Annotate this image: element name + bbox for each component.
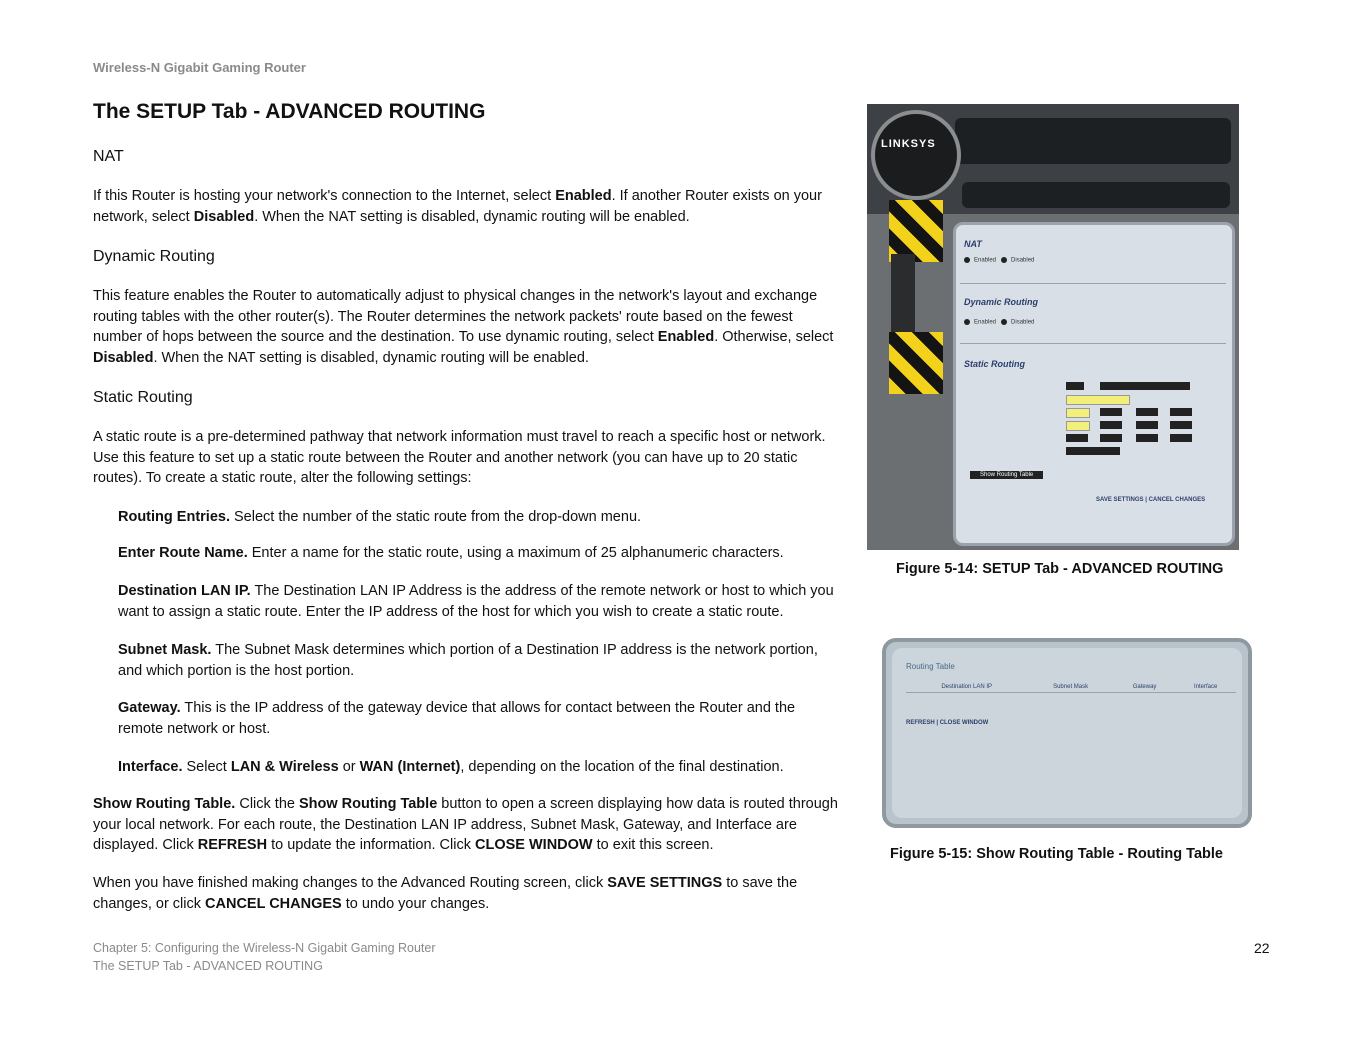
routing-table-screenshot xyxy=(882,638,1252,828)
fig-nat-title: NAT xyxy=(964,239,982,249)
static-routing-paragraph: A static route is a pre-determined pathway that network information must travel to reach a specific host or network. Use this feature to set up a static route between the Router and another network (you can have up to 20 static routes). To create a static route, alter the following settings: xyxy=(93,429,826,486)
dest-ip-field xyxy=(1170,408,1192,416)
routing-entries-select xyxy=(1066,382,1084,390)
route-name-item: Enter Route Name. Enter a name for the static route, using a maximum of 25 alphanumeric characters. xyxy=(118,545,784,561)
gateway-item: Gateway. This is the IP address of the gateway device that allows for contact between the Router and the remote network or host. xyxy=(118,700,796,737)
sub-tab-bar xyxy=(962,182,1230,208)
col-gateway: Gateway xyxy=(1114,682,1175,693)
radio-icon xyxy=(1001,319,1007,325)
divider xyxy=(960,283,1226,284)
page-title: The SETUP Tab - ADVANCED ROUTING xyxy=(93,100,486,123)
interface-select xyxy=(1066,447,1120,455)
fig-show-routing-button: Show Routing Table xyxy=(970,471,1043,479)
finish-paragraph: When you have finished making changes to the Advanced Routing screen, click SAVE SETTINGS to save the changes, or click CANCEL CHANGES to undo your changes. xyxy=(93,875,798,912)
radio-icon xyxy=(964,257,970,263)
gateway-field xyxy=(1066,434,1088,442)
hazard-stripe-top xyxy=(889,200,943,262)
dest-ip-field xyxy=(1066,408,1090,418)
destination-lan-ip-item: Destination LAN IP. The Destination LAN IP Address is the address of the remote network or host to which you want to assign a static route. Enter the IP address of the host for which you wish to create a static route. xyxy=(118,583,834,620)
col-interface: Interface xyxy=(1175,682,1236,693)
dynamic-routing-heading: Dynamic Routing xyxy=(93,248,215,265)
gateway-field xyxy=(1136,434,1158,442)
figure-5-14-caption: Figure 5-14: SETUP Tab - ADVANCED ROUTING xyxy=(896,561,1224,577)
footer-chapter: Chapter 5: Configuring the Wireless-N Gigabit Gaming Router xyxy=(93,941,436,955)
dest-ip-field xyxy=(1100,408,1122,416)
nat-paragraph: If this Router is hosting your network's connection to the Internet, select Enabled. If another Router exists on your network, select Disabled. When the NAT setting is disabled, dynamic routing will be enabled. xyxy=(93,188,822,225)
delete-entry-button xyxy=(1100,382,1190,390)
dest-ip-field xyxy=(1136,408,1158,416)
running-header: Wireless-N Gigabit Gaming Router xyxy=(93,60,306,75)
nat-heading: NAT xyxy=(93,148,124,165)
advanced-routing-screenshot xyxy=(867,104,1239,550)
logo-ring xyxy=(871,110,961,200)
fig-dynamic-radios: Enabled Disabled xyxy=(964,319,1034,326)
subnet-mask-field xyxy=(1066,421,1090,431)
page-number: 22 xyxy=(1254,940,1270,956)
page-footer xyxy=(93,939,436,975)
subnet-mask-field xyxy=(1100,421,1122,429)
hazard-stripe-bottom xyxy=(889,332,943,394)
settings-panel xyxy=(953,222,1235,546)
fig-dynamic-title: Dynamic Routing xyxy=(964,297,1039,307)
show-routing-table-paragraph: Show Routing Table. Click the Show Routing Table button to open a screen displaying how data is routed through your local network. For each route, the Destination LAN IP address, Subnet Mask, Gateway, and Interface are displayed. Click REFRESH to update the information. Click CLOSE WINDOW to exit this screen. xyxy=(93,796,838,853)
subnet-mask-field xyxy=(1170,421,1192,429)
fig-nat-radios: Enabled Disabled xyxy=(964,257,1034,264)
interface-item: Interface. Select LAN & Wireless or WAN (Internet), depending on the location of the final destination. xyxy=(118,759,784,775)
fig-save-cancel: SAVE SETTINGS | CANCEL CHANGES xyxy=(1096,497,1206,503)
gateway-field xyxy=(1100,434,1122,442)
route-name-field xyxy=(1066,395,1130,405)
routing-table-links: REFRESH | CLOSE WINDOW xyxy=(906,720,989,726)
radio-icon xyxy=(964,319,970,325)
col-destination: Destination LAN IP xyxy=(906,682,1027,693)
routing-entries-item: Routing Entries. Select the number of the static route from the drop-down menu. xyxy=(118,509,642,525)
radio-icon xyxy=(1001,257,1007,263)
dynamic-routing-paragraph: This feature enables the Router to automatically adjust to physical changes in the network's layout and exchange routing tables with the other router(s). The Router determines the network packets' route based on the fewest number of hops between the source and the destination. To use dynamic routing, select Enabled. Otherwise, select Disabled. When the NAT setting is disabled, dynamic routing will be enabled. xyxy=(93,288,834,366)
gateway-field xyxy=(1170,434,1192,442)
subnet-mask-field xyxy=(1136,421,1158,429)
subnet-mask-item: Subnet Mask. The Subnet Mask determines which portion of a Destination IP address is the network portion, and which portion is the host portion. xyxy=(118,642,818,679)
footer-section: The SETUP Tab - ADVANCED ROUTING xyxy=(93,959,323,973)
col-subnet-mask: Subnet Mask xyxy=(1027,682,1114,693)
fig-static-title: Static Routing xyxy=(964,359,1025,369)
figure-5-15-caption: Figure 5-15: Show Routing Table - Routing Table xyxy=(890,846,1223,862)
linksys-logo: LINKSYS xyxy=(881,138,936,150)
routing-table-panel xyxy=(892,648,1242,818)
routing-table xyxy=(906,682,1236,693)
main-tab-bar xyxy=(955,118,1231,164)
divider xyxy=(960,343,1226,344)
routing-table-title: Routing Table xyxy=(906,662,955,671)
static-routing-heading: Static Routing xyxy=(93,389,193,406)
